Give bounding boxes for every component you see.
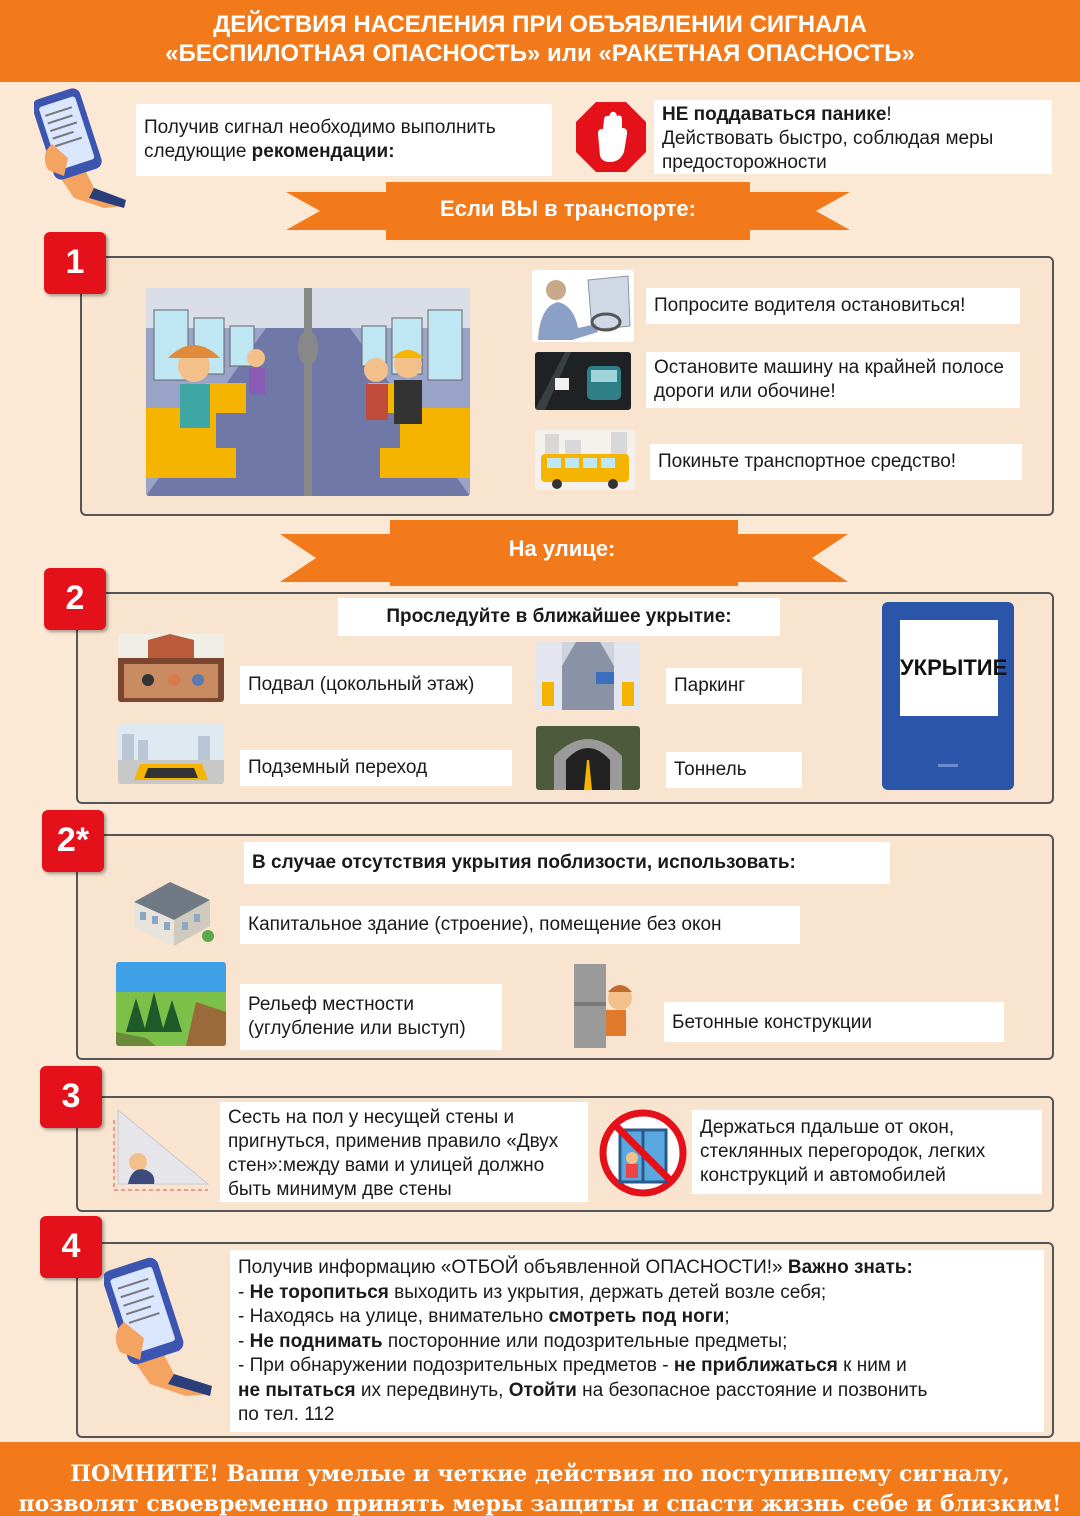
page-header [0,0,1080,82]
two-walls-icon [110,1108,210,1192]
intro-text-main: Получив сигнал необходимо выполнить следующие [144,117,496,162]
section1-item-1: Попросите водителя остановиться! [646,288,1020,324]
no-windows-icon [598,1108,688,1198]
panic-text [654,100,1052,174]
section4-l3-bold: Не поднимать [249,1330,383,1352]
section3-right-text: Держаться пдальше от окон, стеклянных перегородок, легких конструкций и автомобилей [692,1110,1042,1194]
section-1-number: 1 [44,232,106,294]
section4-line-2 [238,1305,1036,1330]
building-icon [126,872,216,950]
section2-item-tunnel: Тоннель [666,752,802,788]
concrete-icon [572,962,636,1048]
section2b-item-concrete: Бетонные конструкции [664,1002,1004,1042]
section4-line-5 [238,1379,1036,1404]
section-2b-number: 2* [42,810,104,872]
intro-text-bold: рекомендации: [251,141,395,162]
street-banner: На улице: [508,536,616,561]
section4-l1-bold: Не торопиться [249,1281,389,1303]
section4-line-6: по тел. 112 [238,1404,335,1425]
section2-item-parking: Паркинг [666,668,802,704]
phone-hand-icon-2 [104,1256,216,1396]
page-footer [0,1442,1080,1516]
section4-line-1 [238,1281,1036,1306]
intro-text [136,104,552,176]
section2-item-underpass: Подземный переход [240,750,512,786]
section-4-number: 4 [40,1216,102,1278]
header-line-2: «БЕСПИЛОТНАЯ ОПАСНОСТЬ» или «РАКЕТНАЯ ОПАСНОСТЬ» [165,40,915,67]
underpass-icon [118,724,224,784]
header-line-1: ДЕЙСТВИЯ НАСЕЛЕНИЯ ПРИ ОБЪЯВЛЕНИИ СИГНАЛА [213,11,867,38]
shelter-sign-text: УКРЫТИЕ [900,620,998,716]
section4-intro-line [238,1256,1036,1281]
section4-l3-text: посторонние или подозрительные предметы; [382,1330,788,1352]
footer-line-1: ПОМНИТЕ! Ваши умелые и четкие действия по поступившему сигналу, [70,1461,1010,1487]
tunnel-icon [536,726,640,790]
section-3-number: 3 [40,1066,102,1128]
section4-l5-text: их передвинуть, [355,1379,509,1401]
section1-item-2: Остановите машину на крайней полосе дороги или обочине! [646,352,1020,408]
section4-text [230,1250,1044,1432]
footer-line-2: позволят своевременно принять меры защиты и спасти жизнь себе и близким! [18,1491,1062,1516]
section4-l4-text: - При обнаружении подозрительных предметов - [238,1355,674,1376]
section4-l4-end: к ним и [837,1355,907,1376]
section4-intro: Получив информацию «ОТБОЙ объявленной ОПАСНОСТИ!» [238,1257,783,1278]
section-2-number: 2 [44,568,106,630]
section4-l4-bold: не приближаться [673,1355,838,1376]
panic-bold: НЕ поддаваться панике [662,104,887,125]
stop-hand-icon [574,100,648,174]
section4-l5-end: на безопасное расстояние и позвонить [576,1379,928,1401]
section2-title: Проследуйте в ближайшее укрытие: [338,598,780,636]
driver-icon [532,270,634,342]
section4-l2-bold: смотреть под ноги [548,1306,725,1327]
bus-exit-icon [535,430,635,490]
section4-l5-bold2: Отойти [508,1379,577,1401]
car-on-road-icon [535,352,631,410]
section2b-title: В случае отсутствия укрытия поблизости, использовать: [244,842,890,884]
phone-hand-icon [34,88,130,208]
parking-icon [536,642,640,710]
section2b-item-terrain: Рельеф местности (углубление или выступ) [240,984,502,1050]
panic-mark: ! [886,104,892,125]
section4-l3-dash: - [238,1330,250,1352]
section4-l5-bold: не пытаться [238,1379,356,1401]
section3-left-text: Сесть на пол у несущей стены и пригнуться, применив правило «Двух стен»:между вами и улицей должно быть минимум две стены [220,1102,588,1202]
section4-l2-end: ; [724,1306,730,1327]
basement-icon [118,634,224,702]
bus-interior-illustration [146,288,470,496]
section4-line-3 [238,1330,1036,1355]
section1-item-3: Покиньте транспортное средство! [650,444,1022,480]
section4-line-4 [238,1354,1036,1379]
section4-l2-text: - Находясь на улице, внимательно [238,1306,549,1327]
section2-item-basement: Подвал (цокольный этаж) [240,666,512,704]
section4-l1-dash: - [238,1281,250,1303]
transport-banner: Если ВЫ в транспорте: [440,196,696,221]
shelter-sign-mark [938,764,958,767]
section2b-item-building: Капитальное здание (строение), помещение без окон [240,906,800,944]
terrain-icon [116,962,226,1046]
shelter-sign [882,602,1014,790]
section4-intro-bold: Важно знать: [787,1257,913,1278]
section4-l1-text: выходить из укрытия, держать детей возле себя; [388,1281,827,1303]
panic-desc: Действовать быстро, соблюдая меры предосторожности [662,128,994,173]
